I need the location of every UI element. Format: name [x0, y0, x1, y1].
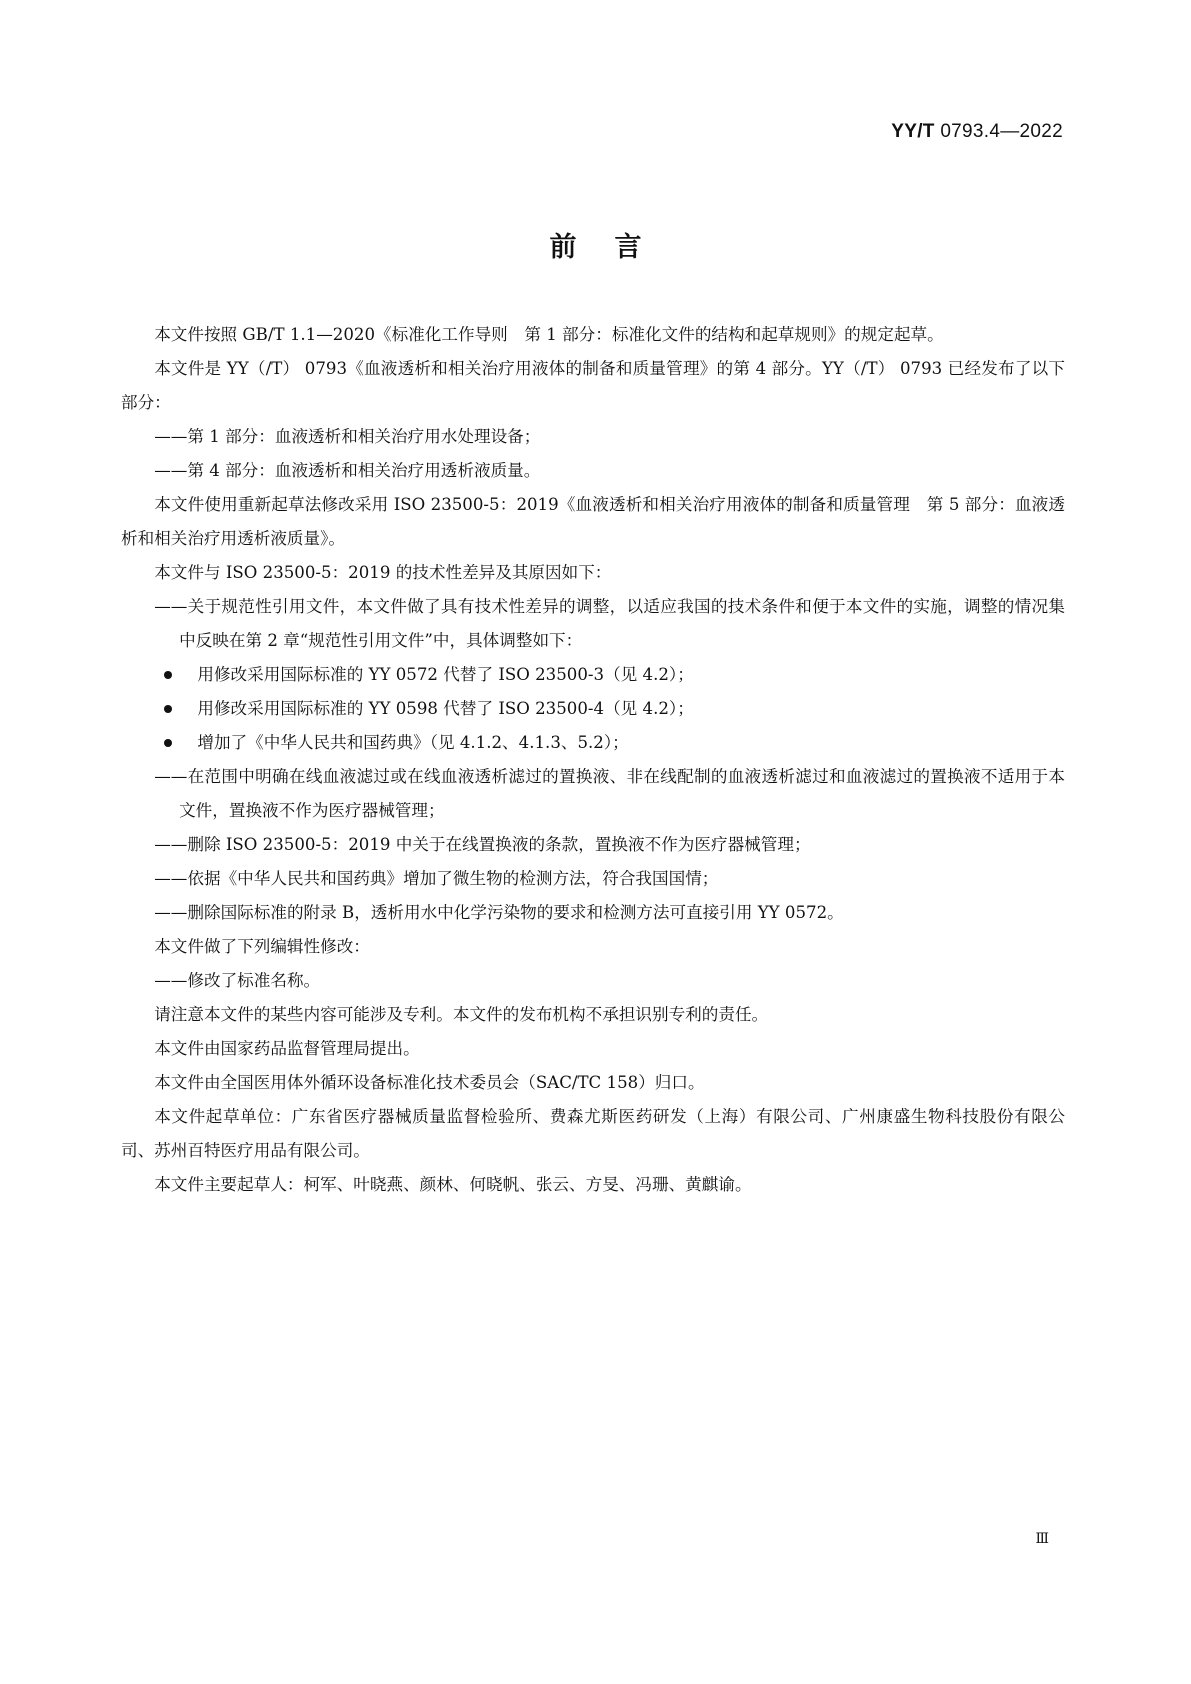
standard-code — [891, 121, 1063, 143]
bullet-dot — [164, 705, 172, 713]
bullet-text: 增加了《中华人民共和国药典》（见 4.1.2、4.1.3、5.2）； — [197, 733, 629, 752]
difference-item: ——删除国际标准的附录 B，透析用水中化学污染物的要求和检测方法可直接引用 YY 0572。 — [154, 903, 844, 922]
bullet-item — [121, 692, 1065, 726]
published-part-1: ——第 1 部分：血液透析和相关治疗用水处理设备； — [154, 427, 541, 446]
difference-item: ——删除 ISO 23500-5：2019 中关于在线置换液的条款，置换液不作为医疗器械管理； — [154, 835, 811, 854]
page-title: 前言 — [549, 232, 680, 263]
paragraph-drafters: 本文件主要起草人：柯军、叶晓燕、颜林、何晓帆、张云、方旻、冯珊、黄麒谕。 — [154, 1175, 752, 1194]
bullet-item — [121, 658, 1065, 692]
paragraph-adoption: 本文件使用重新起草法修改采用 ISO 23500-5：2019《血液透析和相关治疗用液体的制备和质量管理 第 5 部分：血液透析和相关治疗用透析液质量》。 — [121, 495, 1065, 548]
difference-item: ——依据《中华人民共和国药典》增加了微生物的检测方法，符合我国国情； — [154, 869, 719, 888]
foreword-body — [121, 318, 1065, 1202]
difference-item: ——关于规范性引用文件，本文件做了具有技术性差异的调整，以适应我国的技术条件和便于本文件的实施，调整的情况集中反映在第 2 章“规范性引用文件”中，具体调整如下： — [154, 597, 1065, 650]
paragraph-drafting-basis: 本文件按照 GB/T 1.1—2020《标准化工作导则 第 1 部分：标准化文件的结构和起草规则》的规定起草。 — [154, 325, 944, 344]
bullet-item — [121, 726, 1065, 760]
paragraph-series-part: 本文件是 YY（/T） 0793《血液透析和相关治疗用液体的制备和质量管理》的第 4 部分。YY（/T） 0793 已经发布了以下部分： — [121, 359, 1065, 412]
paragraph-technical-differences: 本文件与 ISO 23500-5：2019 的技术性差异及其原因如下： — [154, 563, 612, 582]
paragraph-proposer: 本文件由国家药品监督管理局提出。 — [154, 1039, 420, 1058]
page-number: Ⅲ — [1035, 1531, 1050, 1547]
paragraph-technical-committee: 本文件由全国医用体外循环设备标准化技术委员会（SAC/TC 158）归口。 — [154, 1073, 705, 1092]
bullet-text: 用修改采用国际标准的 YY 0598 代替了 ISO 23500-4（见 4.2）； — [197, 699, 694, 718]
bullet-dot — [164, 739, 172, 747]
bullet-text: 用修改采用国际标准的 YY 0572 代替了 ISO 23500-3（见 4.2）； — [197, 665, 694, 684]
published-part-4: ——第 4 部分：血液透析和相关治疗用透析液质量。 — [154, 461, 541, 480]
editorial-change-item: ——修改了标准名称。 — [154, 971, 321, 990]
difference-item: ——在范围中明确在线血液滤过或在线血液透析滤过的置换液、非在线配制的血液透析滤过和血液滤过的置换液不适用于本文件，置换液不作为医疗器械管理； — [154, 767, 1065, 820]
bullet-dot — [164, 671, 172, 679]
paragraph-patent-notice: 请注意本文件的某些内容可能涉及专利。本文件的发布机构不承担识别专利的责任。 — [154, 1005, 769, 1024]
paragraph-editorial-changes: 本文件做了下列编辑性修改： — [154, 937, 370, 956]
standard-code-prefix: YY/T — [891, 121, 935, 142]
paragraph-drafting-units: 本文件起草单位：广东省医疗器械质量监督检验所、费森尤斯医药研发（上海）有限公司、广州康盛生物科技股份有限公司、苏州百特医疗用品有限公司。 — [121, 1107, 1065, 1160]
standard-code-number: 0793.4—2022 — [940, 121, 1063, 142]
